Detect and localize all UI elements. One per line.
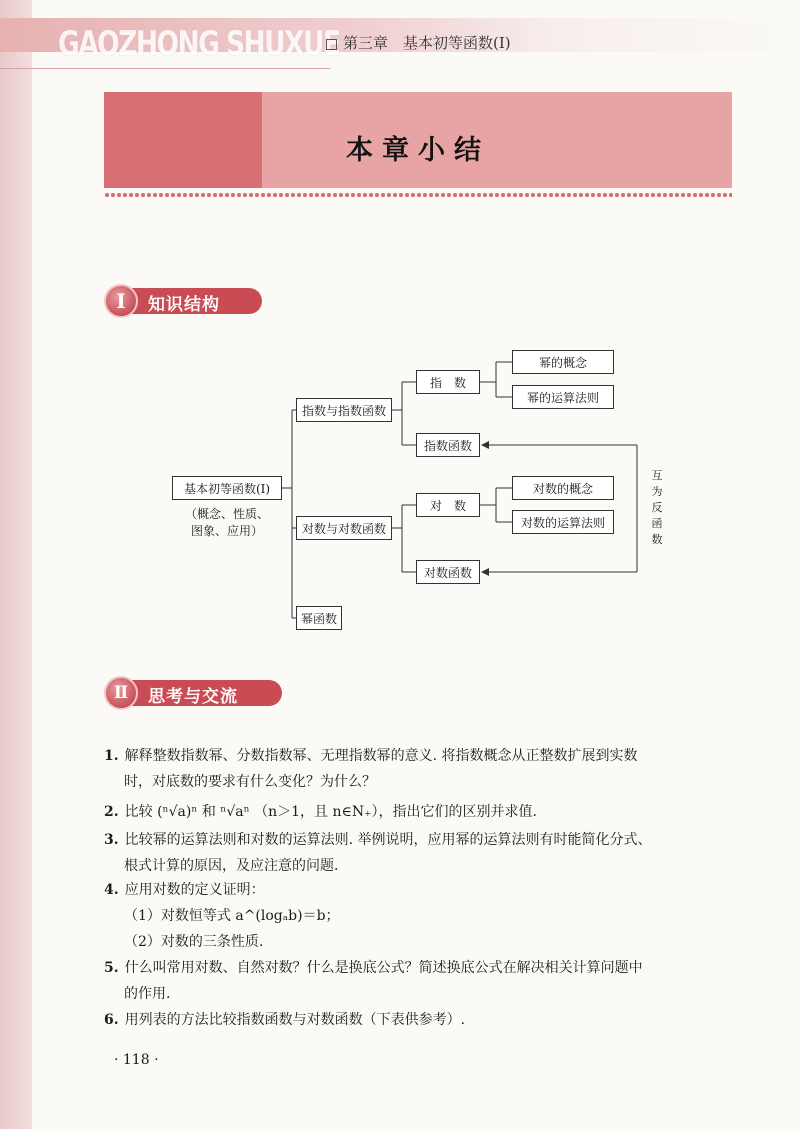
section-badge-discussion <box>104 676 284 710</box>
node-log-rules: 对数的运算法则 <box>512 510 614 534</box>
question-text: 时，对底数的要求有什么变化？为什么？ <box>124 774 376 790</box>
question-number: 2. <box>104 804 119 820</box>
root-note <box>172 506 282 540</box>
question-text: 应用对数的定义证明： <box>124 882 265 898</box>
node-power-function: 幂函数 <box>296 606 342 630</box>
question-6 <box>104 1010 465 1030</box>
question-text: 比较幂的运算法则和对数的运算法则. 举例说明，应用幂的运算法则有时能简化分式、 <box>124 832 652 848</box>
question-subitem: （1）对数恒等式 a^(logₐb)＝b； <box>124 908 340 924</box>
node-exponent: 指 数 <box>416 370 480 394</box>
question-text: 根式计算的原因，及应注意的问题. <box>124 858 339 874</box>
node-power-rules: 幂的运算法则 <box>512 385 614 409</box>
inverse-label-char: 反 <box>651 501 663 514</box>
inverse-function-label <box>650 468 664 548</box>
question-number: 5. <box>104 960 119 976</box>
section-numeral: Ⅱ <box>104 676 138 710</box>
question-text: 用列表的方法比较指数函数与对数函数（下表供参考）. <box>124 1012 466 1028</box>
section-title: 知识结构 <box>148 295 220 315</box>
node-log-concept: 对数的概念 <box>512 476 614 500</box>
question-subitem: （2）对数的三条性质. <box>124 934 264 950</box>
question-5 <box>104 958 643 1004</box>
question-text: 什么叫常用对数、自然对数？什么是换底公式？简述换底公式在解决相关计算问题中 <box>124 960 643 976</box>
question-text: 的作用. <box>124 986 171 1002</box>
chapter-title: 第三章 基本初等函数(Ⅰ) <box>343 34 511 52</box>
section-title: 思考与交流 <box>148 687 238 707</box>
node-logarithm: 对 数 <box>416 493 480 517</box>
node-exponential-function: 指数函数 <box>416 433 480 457</box>
question-number: 3. <box>104 832 119 848</box>
header-logo: GAOZHONG SHUXUE <box>58 24 340 64</box>
inverse-label-char: 数 <box>651 533 663 546</box>
question-3 <box>104 830 652 876</box>
node-logarithm-functions: 对数与对数函数 <box>296 516 392 540</box>
question-text: 解释整数指数幂、分数指数幂、无理指数幂的意义. 将指数概念从正整数扩展到实数 <box>124 748 638 764</box>
question-number: 4. <box>104 882 119 898</box>
node-power-concept: 幂的概念 <box>512 350 614 374</box>
node-root: 基本初等函数(Ⅰ) <box>172 476 282 500</box>
question-1 <box>104 746 638 792</box>
inverse-label-char: 为 <box>651 485 663 498</box>
question-4 <box>104 880 340 952</box>
page-title: 本章小结 <box>346 134 490 166</box>
question-number: 1. <box>104 748 119 764</box>
question-text: 比较 (ⁿ√a)ⁿ 和 ⁿ√aⁿ （n＞1，且 n∈N₊），指出它们的区别并求值. <box>124 804 537 820</box>
question-number: 6. <box>104 1012 119 1028</box>
question-2 <box>104 802 537 822</box>
root-note-line-2: 图象、应用） <box>190 524 263 538</box>
node-exponent-functions: 指数与指数函数 <box>296 398 392 422</box>
inverse-label-char: 互 <box>651 469 663 482</box>
section-numeral: Ⅰ <box>104 284 138 318</box>
node-logarithmic-function: 对数函数 <box>416 560 480 584</box>
inverse-label-char: 函 <box>651 517 663 530</box>
root-note-line-1: （概念、性质、 <box>184 507 269 521</box>
page-number: · 118 · <box>114 1052 159 1068</box>
